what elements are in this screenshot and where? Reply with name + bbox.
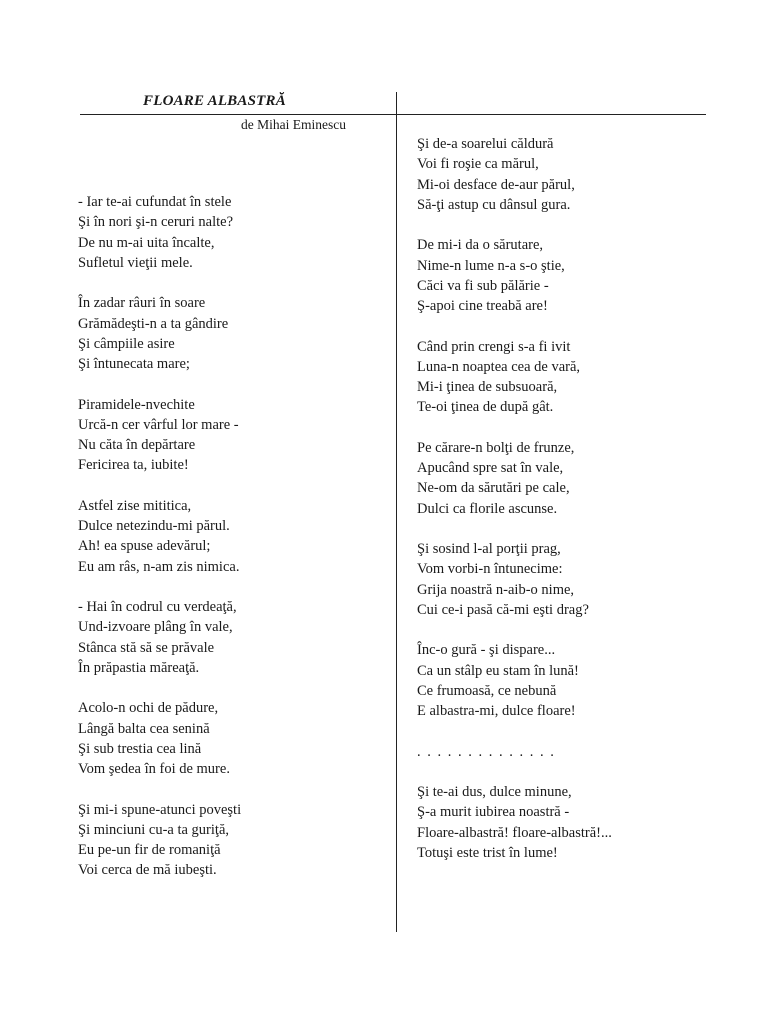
- verse-line: De mi-i da o sărutare,: [417, 237, 544, 254]
- verse-line: Când prin crengi s-a fi ivit: [417, 338, 571, 355]
- verse-line: Grămădeşti-n a ta gândire: [78, 315, 229, 332]
- verse-line: Sufletul vieţii mele.: [78, 254, 193, 271]
- verse-line: Şi întunecata mare;: [78, 356, 190, 372]
- verse-line: Ş-apoi cine treabă are!: [417, 298, 548, 314]
- poem-title: FLOARE ALBASTRĂ: [143, 93, 286, 109]
- verse-line: Urcă-n cer vârful lor mare -: [78, 416, 239, 433]
- verse-line: Fericirea ta, iubite!: [78, 457, 189, 474]
- verse-line: Să-ţi astup cu dânsul gura.: [417, 196, 571, 213]
- stanza: [417, 782, 717, 863]
- verse-line: De nu m-ai uita încalte,: [78, 234, 215, 251]
- verse-line: Dulci ca florile ascunse.: [417, 500, 558, 517]
- verse-line: Acolo-n ochi de pădure,: [78, 700, 219, 717]
- stanza: [78, 192, 388, 273]
- stanza: [417, 742, 717, 762]
- ellipsis-separator: . . . . . . . . . . . . . .: [417, 743, 556, 760]
- stanza: [417, 640, 717, 721]
- verse-line: Mi-i ţinea de subsuoară,: [417, 379, 558, 395]
- verse-line: E albastra-mi, dulce floare!: [417, 703, 576, 719]
- stanza: [417, 337, 717, 418]
- stanza: [417, 134, 717, 215]
- horizontal-rule: [80, 114, 706, 115]
- stanza: [78, 293, 388, 374]
- verse-line: Ş-a murit iubirea noastră -: [417, 804, 570, 821]
- stanza: [78, 597, 388, 678]
- verse-line: - Iar te-ai cufundat în stele: [78, 194, 232, 210]
- verse-line: Ca un stâlp eu stam în lună!: [417, 662, 579, 679]
- verse-line: Floare-albastră! floare-albastră!...: [417, 824, 612, 841]
- stanza: [78, 698, 388, 779]
- column-divider: [396, 92, 397, 932]
- verse-line: Luna-n noaptea cea de vară,: [417, 358, 581, 375]
- verse-line: Şi minciuni cu-a ta guriţă,: [78, 821, 230, 838]
- verse-line: În prăpastia măreaţă.: [78, 659, 200, 676]
- stanza: [78, 800, 388, 881]
- verse-line: Ah! ea spuse adevărul;: [78, 538, 211, 555]
- verse-line: Und-izvoare plâng în vale,: [78, 619, 233, 636]
- stanza: [417, 438, 717, 519]
- verse-line: Eu am râs, n-am zis nimica.: [78, 558, 240, 575]
- verse-line: Cui ce-i pasă că-mi eşti drag?: [417, 601, 589, 618]
- stanza: [417, 235, 717, 316]
- verse-line: Vom vorbi-n întunecime:: [417, 561, 563, 578]
- left-column: [78, 192, 388, 901]
- verse-line: Eu pe-un fir de romaniţă: [78, 842, 221, 858]
- verse-line: În zadar râuri în soare: [78, 295, 206, 312]
- verse-line: Şi mi-i spune-atunci poveşti: [78, 801, 242, 818]
- verse-line: Totuşi este trist în lume!: [417, 844, 558, 861]
- verse-line: Pe cărare-n bolţi de frunze,: [417, 439, 575, 456]
- verse-line: Şi de-a soarelui căldură: [417, 136, 554, 152]
- verse-line: Şi câmpiile asire: [78, 335, 175, 352]
- verse-line: Şi în nori şi-n ceruri nalte?: [78, 214, 234, 231]
- verse-line: Voi cerca de mă iubeşti.: [78, 862, 217, 879]
- verse-line: Vom şedea în foi de mure.: [78, 761, 230, 777]
- stanza: [417, 539, 717, 620]
- verse-line: Şi sosind l-al porţii prag,: [417, 541, 561, 557]
- verse-line: Te-oi ţinea de după gât.: [417, 399, 554, 416]
- verse-line: Înc-o gură - şi dispare...: [417, 642, 556, 659]
- verse-line: Nu căta în depărtare: [78, 437, 196, 453]
- verse-line: Şi te-ai dus, dulce minune,: [417, 784, 572, 800]
- verse-line: - Hai în codrul cu verdeaţă,: [78, 599, 237, 615]
- right-column: [417, 134, 717, 883]
- verse-line: Căci va fi sub pălărie -: [417, 277, 549, 294]
- verse-line: Ne-om da sărutări pe cale,: [417, 480, 570, 497]
- poem-author: de Mihai Eminescu: [241, 117, 346, 132]
- verse-line: Dulce netezindu-mi părul.: [78, 518, 230, 534]
- verse-line: Nime-n lume n-a s-o ştie,: [417, 257, 565, 274]
- verse-line: Şi sub trestia cea lină: [78, 740, 202, 757]
- verse-line: Astfel zise mititica,: [78, 497, 192, 514]
- verse-line: Piramidele-nvechite: [78, 396, 195, 413]
- verse-line: Ce frumoasă, ce nebună: [417, 682, 557, 699]
- verse-line: Lângă balta cea senină: [78, 720, 210, 737]
- verse-line: Apucând spre sat în vale,: [417, 460, 564, 476]
- stanza: [78, 395, 388, 476]
- verse-line: Stânca stă să se prăvale: [78, 639, 215, 656]
- verse-line: Mi-oi desface de-aur părul,: [417, 176, 575, 193]
- verse-line: Voi fi roşie ca mărul,: [417, 156, 539, 173]
- verse-line: Grija noastră n-aib-o nime,: [417, 581, 575, 598]
- stanza: [78, 496, 388, 577]
